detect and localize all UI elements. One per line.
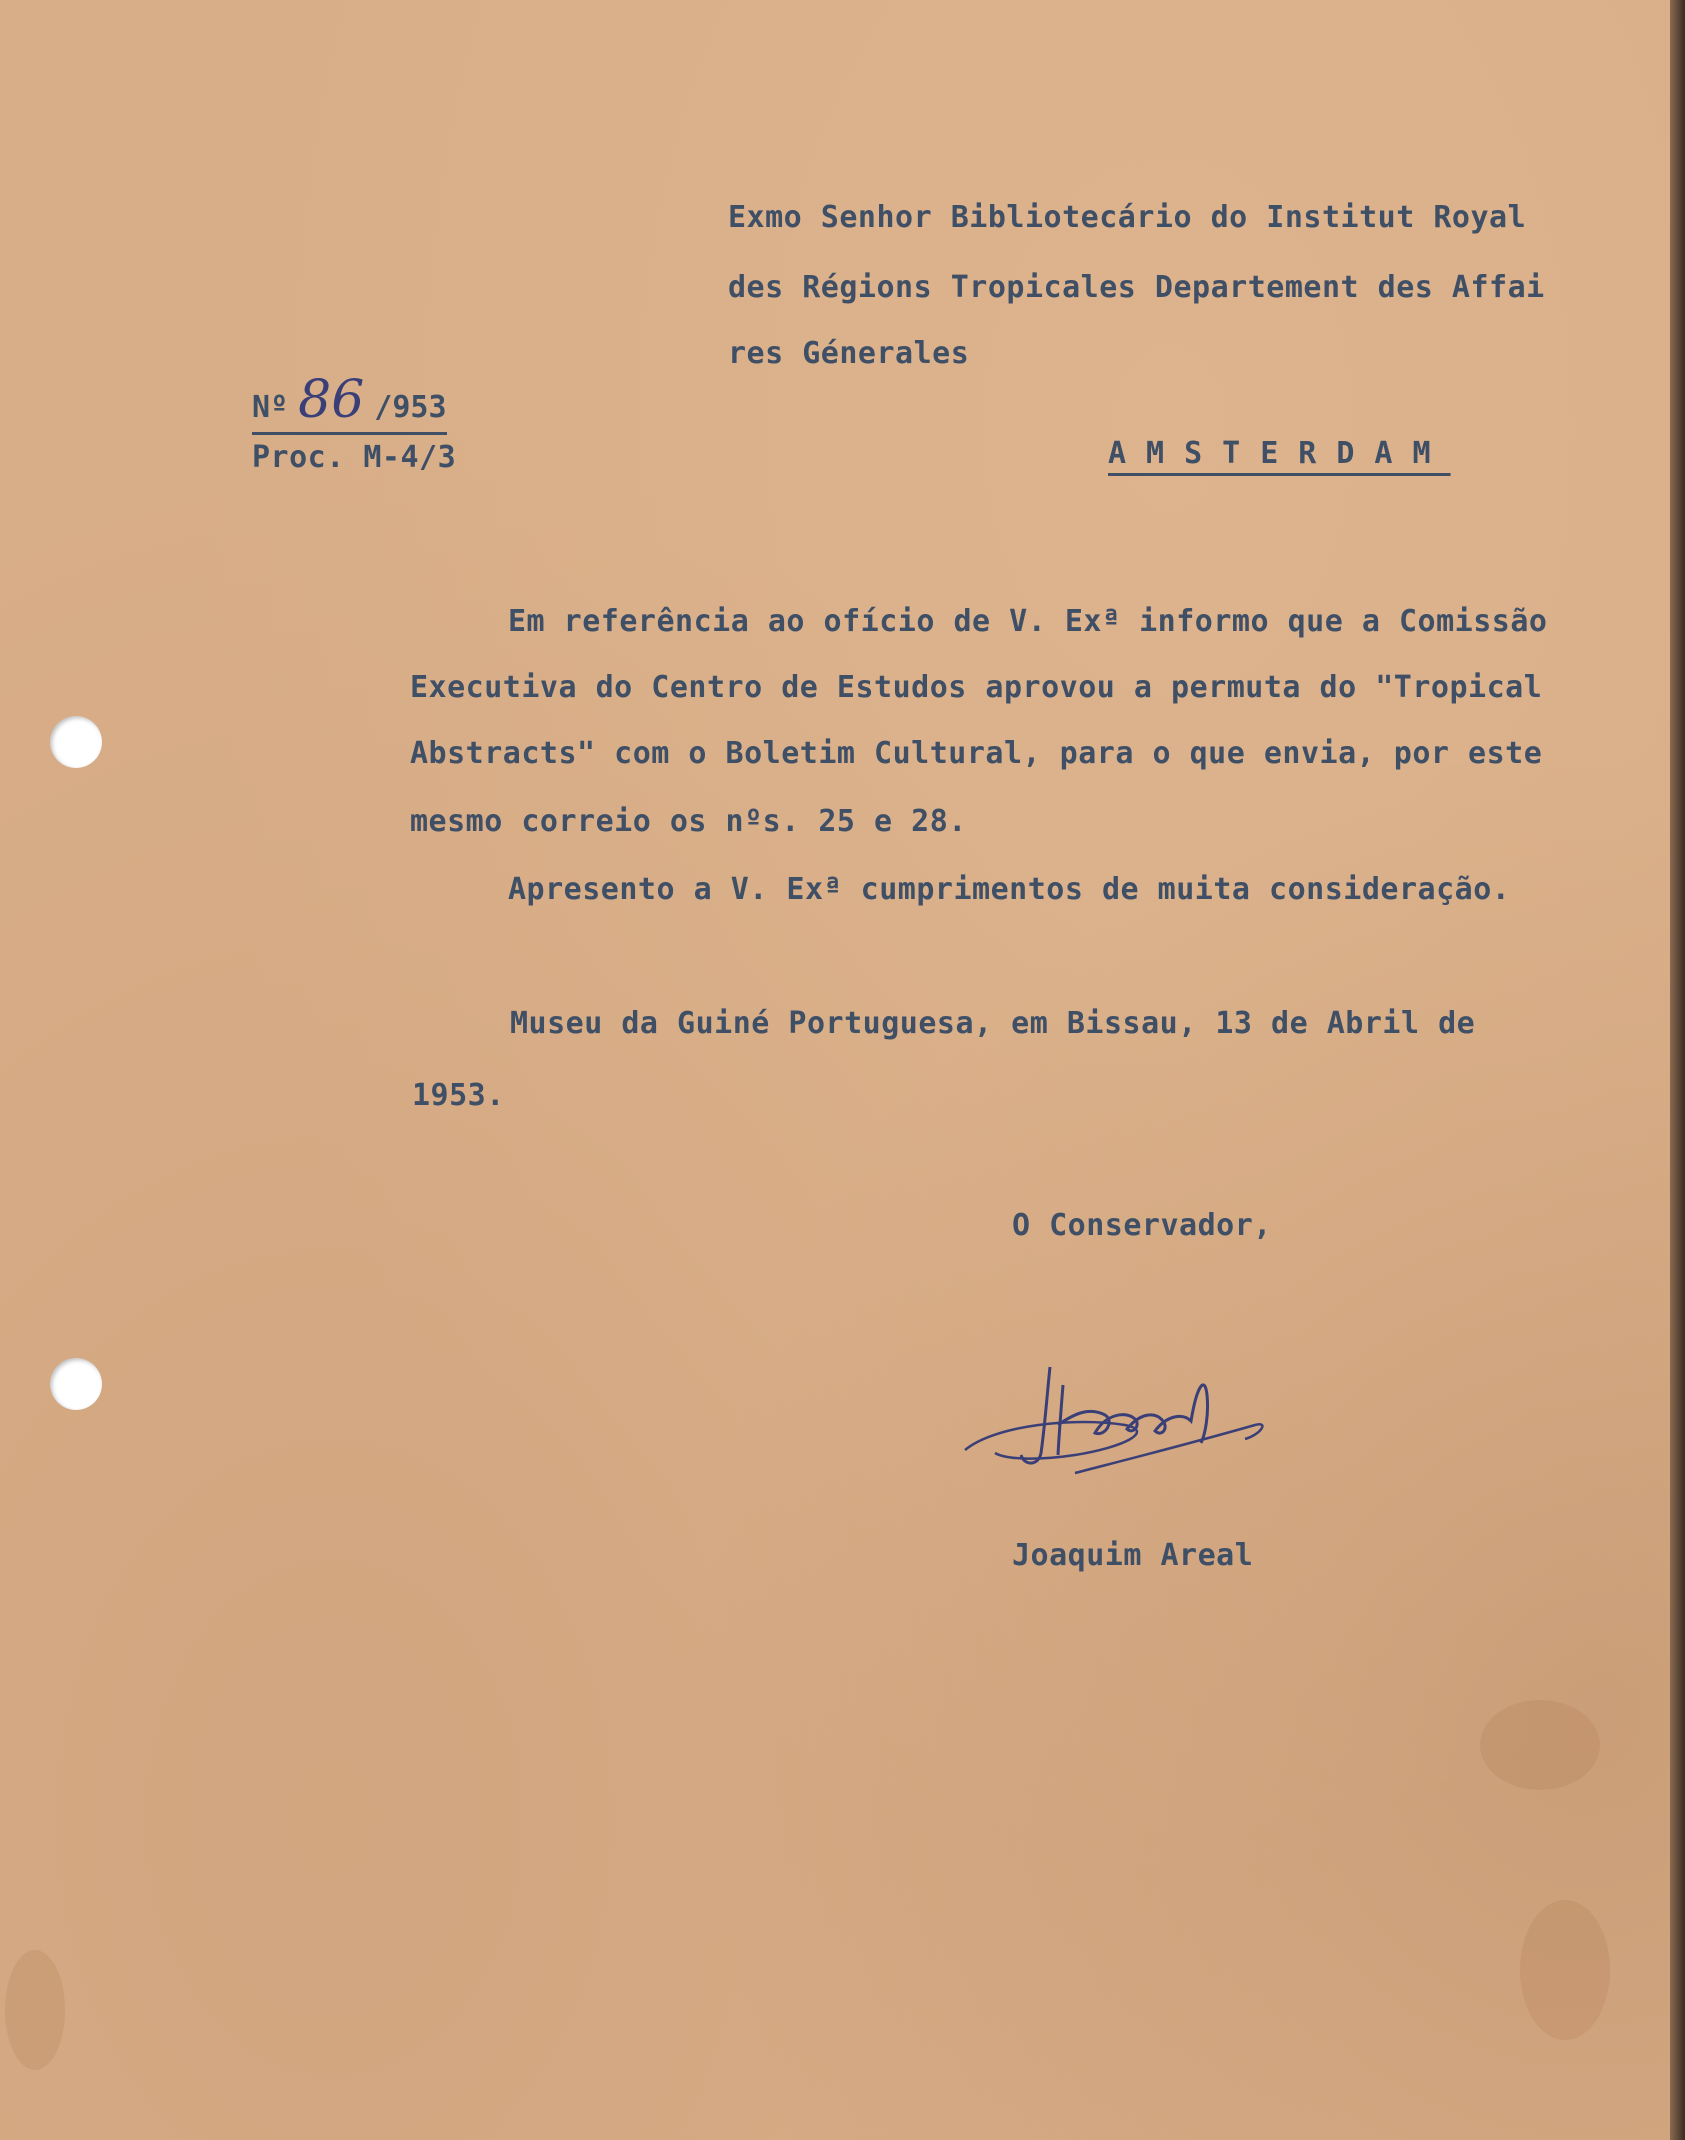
addressee-line-2: des Régions Tropicales Departement des Affai	[728, 270, 1545, 305]
paper-stain	[5, 1950, 65, 2070]
addressee-line-1: Exmo Senhor Bibliotecário do Institut Royal	[728, 200, 1527, 235]
place-date-line-2: 1953.	[412, 1078, 505, 1113]
signer-title: O Conservador,	[1012, 1208, 1272, 1243]
number-year: /953	[374, 390, 447, 425]
number-prefix: Nº	[252, 390, 289, 425]
handwritten-signature	[955, 1355, 1275, 1490]
addressee-city: AMSTERDAM	[1108, 436, 1451, 471]
body-line-3: Abstracts" com o Boletim Cultural, para o que envia, por este	[410, 736, 1543, 771]
signer-name: Joaquim Areal	[1012, 1538, 1254, 1573]
handwritten-number: 86	[298, 370, 365, 430]
addressee-line-3: res Génerales	[728, 336, 970, 371]
body-line-1: Em referência ao ofício de V. Exª informo que a Comissão	[508, 604, 1548, 639]
paper-stain	[1480, 1700, 1600, 1790]
reference-number	[252, 370, 447, 435]
paper-stain	[1520, 1900, 1610, 2040]
punch-hole-top	[50, 716, 102, 768]
body-line-4: mesmo correio os nºs. 25 e 28.	[410, 804, 967, 839]
courtesy-line: Apresento a V. Exª cumprimentos de muita consideração.	[508, 872, 1511, 907]
process-number: Proc. M-4/3	[252, 440, 457, 475]
place-date-line-1: Museu da Guiné Portuguesa, em Bissau, 13 de Abril de	[510, 1006, 1476, 1041]
punch-hole-bottom	[50, 1358, 102, 1410]
body-line-2: Executiva do Centro de Estudos aprovou a permuta do "Tropical	[410, 670, 1543, 705]
scan-edge-shadow	[1670, 0, 1685, 2140]
